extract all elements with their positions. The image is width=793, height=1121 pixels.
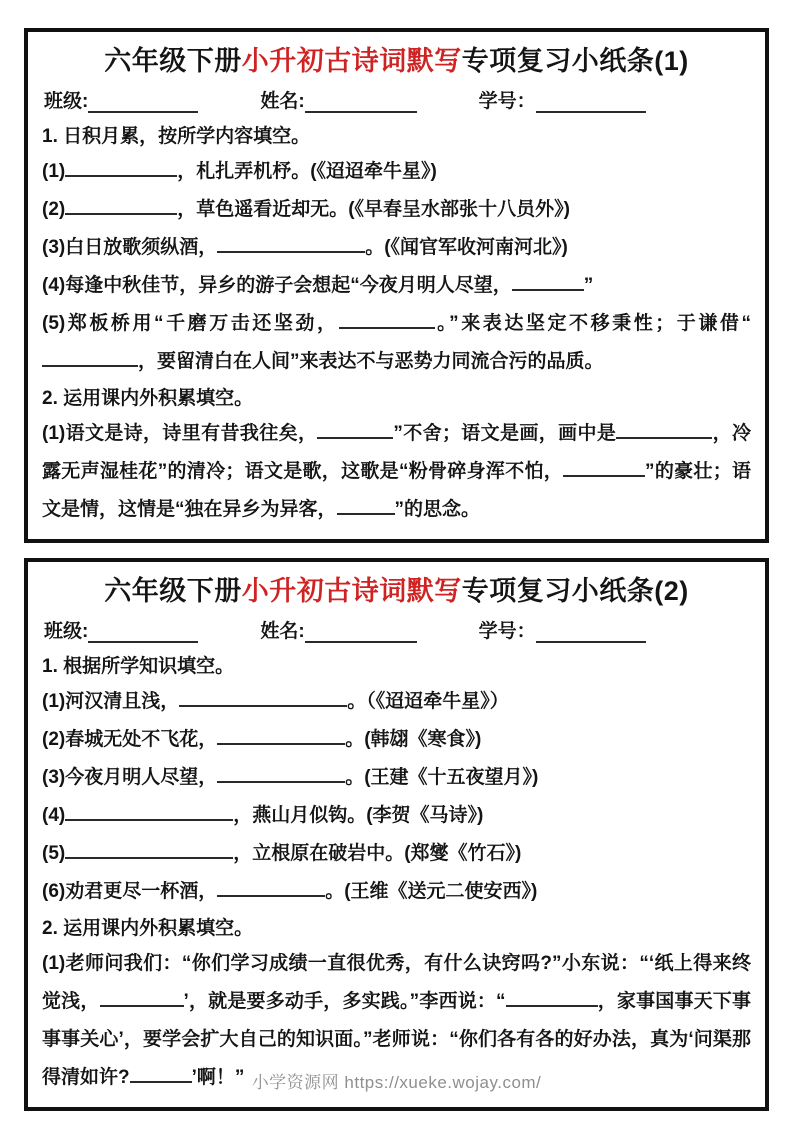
answer-blank <box>616 418 712 439</box>
answer-blank <box>337 494 395 515</box>
question-line <box>42 797 751 835</box>
card-title-text: 六年级下册 <box>104 46 242 76</box>
answer-blank <box>512 270 584 291</box>
question-text: ”不舍；语文是画，画中是 <box>393 423 617 444</box>
question-text: ” <box>583 275 594 296</box>
id-blank-line <box>536 621 646 643</box>
section-heading: 2. 运用课内外积累填空。 <box>42 918 254 939</box>
student-info-row <box>44 616 751 643</box>
id-blank-line <box>536 91 646 113</box>
answer-blank <box>179 686 347 707</box>
student-info-row <box>44 86 751 113</box>
question-text: 。(《闻官军收河南河北》) <box>365 237 568 258</box>
question-text: ，草色遥看近却无。(《早春呈水部张十八员外》) <box>177 199 570 220</box>
id-label: 学号： <box>478 621 536 642</box>
class-blank-line <box>88 621 198 643</box>
question-text: (4)每逢中秋佳节，异乡的游子会想起“今夜月明人尽望， <box>42 275 512 296</box>
answer-blank <box>65 156 177 177</box>
question-text: 。(韩翃《寒食》) <box>345 729 482 750</box>
question-text: (5)郑板桥用“千磨万击还坚劲， <box>42 313 339 334</box>
question-text: ，家事国事天下事事事关心’，要学会扩大自己的知识面。”老师说：“你们各有各的好办法，真为‘问渠那得清如许? <box>42 991 751 1088</box>
question-text: (1)河汉清且浅， <box>42 691 180 712</box>
question-text: (5) <box>42 843 66 864</box>
answer-blank <box>563 456 645 477</box>
worksheet-card-1 <box>24 28 769 543</box>
question-text: 。（《迢迢牵牛星》） <box>347 691 509 712</box>
card-title-highlight: 小升初古诗词默写 <box>241 576 462 606</box>
section-heading: 1. 根据所学知识填空。 <box>42 656 235 677</box>
field-name <box>260 86 416 113</box>
answer-blank <box>42 346 138 367</box>
field-name <box>260 616 416 643</box>
card-title-text: 六年级下册 <box>104 576 242 606</box>
question-text: ，燕山月似钩。(李贺《马诗》) <box>233 805 484 826</box>
watermark: 小学资源网 https://xueke.wojay.com/ <box>251 1073 542 1092</box>
question-text: (1)语文是诗，诗里有昔我往矣， <box>42 423 318 444</box>
card-title <box>42 572 751 610</box>
section-heading: 1. 日积月累，按所学内容填空。 <box>42 126 311 147</box>
question-text: 。(王维《送元二使安西》) <box>325 881 538 902</box>
question-line <box>42 759 751 797</box>
question-text: (6)劝君更尽一杯酒， <box>42 881 218 902</box>
question-text: (3)今夜月明人尽望， <box>42 767 218 788</box>
class-blank-line <box>88 91 198 113</box>
class-label: 班级: <box>44 91 89 112</box>
question-text: (1) <box>42 161 66 182</box>
question-text: (4) <box>42 805 66 826</box>
answer-blank <box>100 986 184 1007</box>
answer-blank <box>65 800 233 821</box>
answer-blank <box>217 762 345 783</box>
answer-blank <box>65 838 233 859</box>
question-text: ，冷露无声湿桂花”的清冷；语文是歌，这歌是“粉骨碎身浑不怕， <box>42 423 751 482</box>
answer-blank <box>217 724 345 745</box>
question-text: 。(王建《十五夜望月》) <box>345 767 539 788</box>
card-title <box>42 42 751 80</box>
question-text: (1)老师问我们：“你们学习成绩一直很优秀，有什么诀窍吗?”小东说：“‘纸上得来终觉浅， <box>42 953 751 1012</box>
question-line <box>42 229 751 267</box>
question-text: ”的豪壮；语文是情，这情是“独在异乡为异客， <box>42 461 751 520</box>
question-line <box>42 835 751 873</box>
field-id <box>479 86 646 113</box>
field-class <box>44 616 198 643</box>
question-line <box>42 191 751 229</box>
question-text: (2) <box>42 199 66 220</box>
question-text: ，札扎弄机杼。(《迢迢牵牛星》) <box>177 161 437 182</box>
question-text: (2)春城无处不飞花， <box>42 729 218 750</box>
name-label: 姓名: <box>260 621 305 642</box>
question-line <box>42 873 751 911</box>
question-text: ”的思念。 <box>394 499 481 520</box>
field-class <box>44 86 198 113</box>
question-line <box>42 305 751 381</box>
answer-blank <box>506 986 598 1007</box>
question-text: ，立根原在破岩中。(郑燮《竹石》) <box>233 843 522 864</box>
answer-blank <box>217 876 325 897</box>
question-text: ’，就是要多动手，多实践。”李西说：“ <box>183 991 506 1012</box>
card-title-highlight: 小升初古诗词默写 <box>241 46 462 76</box>
answer-blank <box>65 194 177 215</box>
answer-blank <box>217 232 365 253</box>
question-line <box>42 683 751 721</box>
question-line <box>42 267 751 305</box>
card-title-text: 专项复习小纸条(2) <box>461 576 689 606</box>
question-text: (3)白日放歌须纵酒， <box>42 237 218 258</box>
section-heading: 2. 运用课内外积累填空。 <box>42 388 254 409</box>
name-label: 姓名: <box>260 91 305 112</box>
question-text: ’啊！” <box>191 1067 245 1088</box>
field-id <box>479 616 646 643</box>
question-line <box>42 721 751 759</box>
question-text: ，要留清白在人间”来表达不与恶势力同流合污的品质。 <box>138 351 604 372</box>
card-title-text: 专项复习小纸条(1) <box>461 46 689 76</box>
answer-blank <box>339 308 435 329</box>
question-text: 。”来表达坚定不移秉性；于谦借“ <box>434 313 751 334</box>
question-line <box>42 153 751 191</box>
name-blank-line <box>305 621 417 643</box>
worksheet-card-2 <box>24 558 769 1111</box>
id-label: 学号： <box>478 91 536 112</box>
class-label: 班级: <box>44 621 89 642</box>
question-line <box>42 415 751 529</box>
name-blank-line <box>305 91 417 113</box>
answer-blank <box>317 418 393 439</box>
